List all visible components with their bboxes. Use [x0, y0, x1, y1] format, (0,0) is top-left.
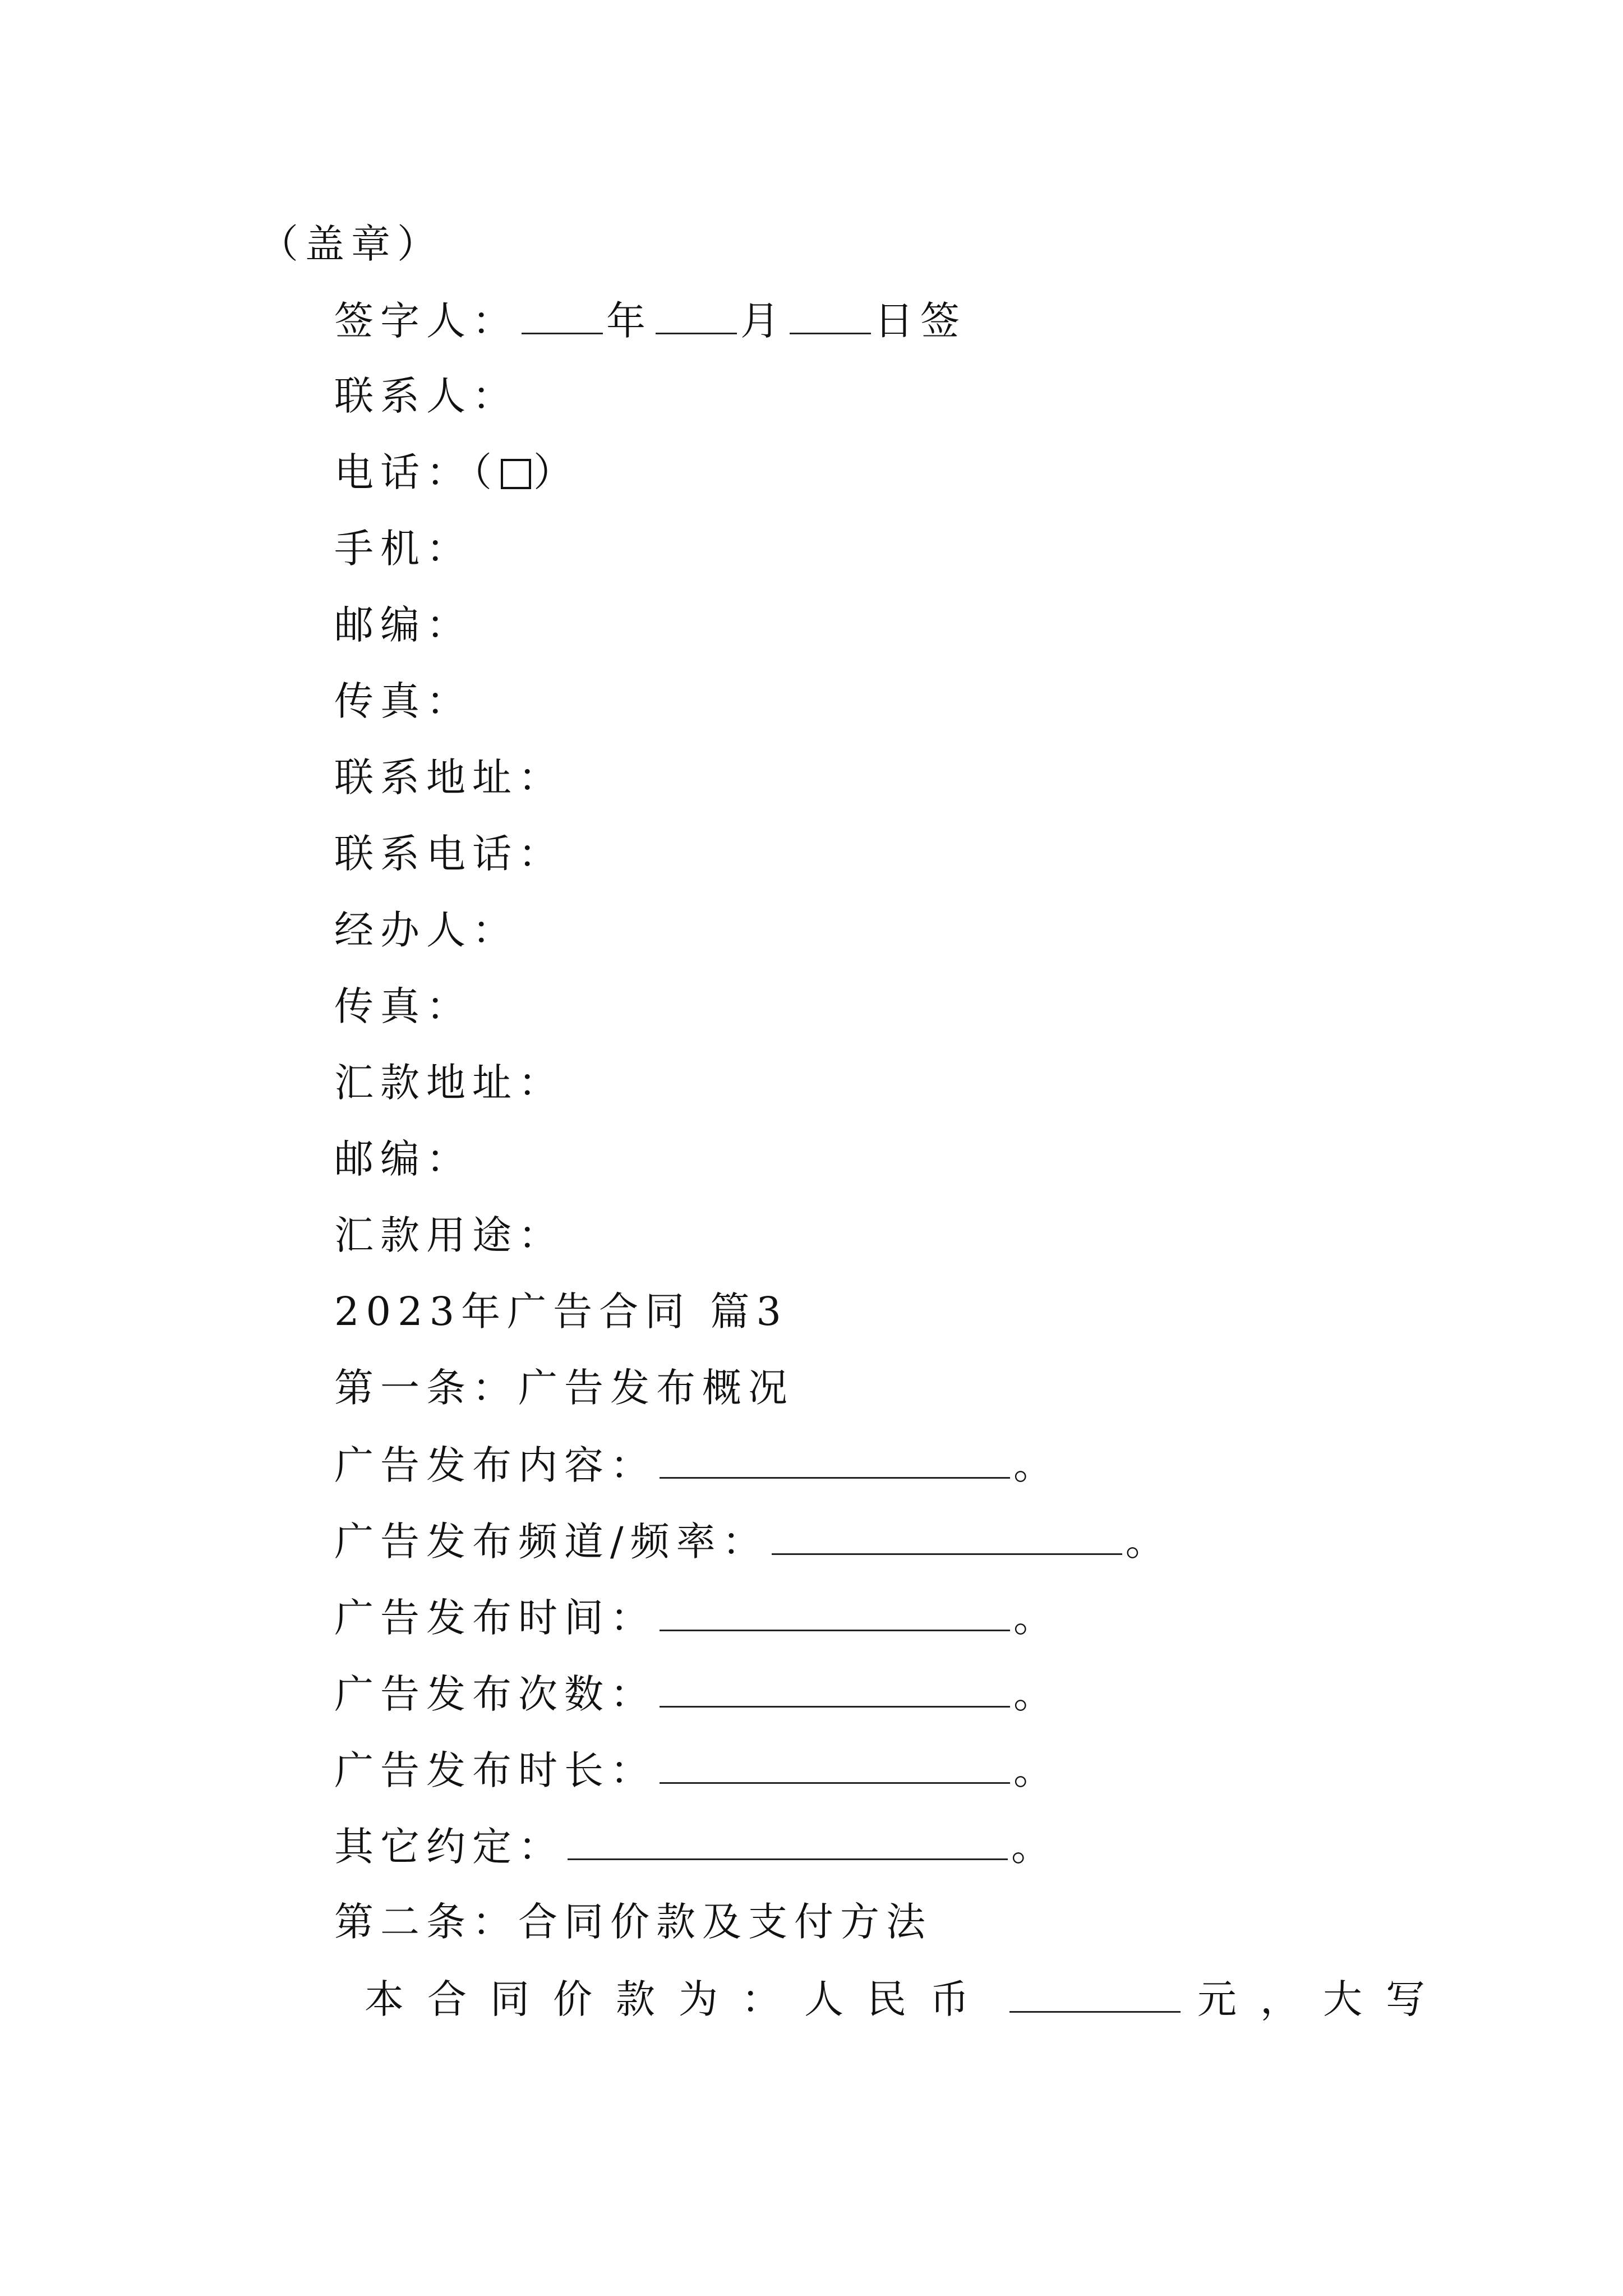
ad-duration-blank[interactable] [660, 1750, 1010, 1784]
contact-address-label: 联系地址： [334, 754, 564, 800]
period: 。 [1011, 1824, 1057, 1870]
signer-label: 签字人： [334, 298, 518, 344]
period: 。 [1013, 1595, 1059, 1641]
ad-channel-label: 广告发布频道/频率： [334, 1519, 768, 1565]
ad-time-line [334, 1595, 1059, 1641]
ad-duration-line [334, 1747, 1059, 1793]
ad-content-line [334, 1442, 1059, 1488]
contact-phone-label: 联系电话： [334, 831, 564, 877]
phone-checkbox[interactable] [501, 459, 531, 489]
phone-close: ） [533, 449, 579, 495]
ad-count-blank[interactable] [660, 1673, 1010, 1708]
day-blank[interactable] [790, 300, 871, 334]
mobile-label: 手机： [334, 526, 472, 572]
ad-count-label: 广告发布次数： [334, 1671, 656, 1717]
ad-duration-label: 广告发布时长： [334, 1747, 656, 1793]
ad-channel-line [334, 1519, 1172, 1565]
month-blank[interactable] [656, 300, 737, 334]
price-prefix: 本合同价款为：人民币 [365, 1976, 993, 2022]
ad-channel-blank[interactable] [772, 1521, 1122, 1555]
other-terms-blank[interactable] [568, 1826, 1008, 1860]
section-title: 2023年广告合同 篇3 [334, 1289, 788, 1335]
remit-address-label: 汇款地址： [334, 1060, 564, 1106]
phone-line [334, 449, 579, 495]
ad-content-blank[interactable] [660, 1444, 1010, 1479]
seal-label: （盖章） [259, 221, 443, 267]
ad-count-line [334, 1671, 1059, 1717]
ad-content-label: 广告发布内容： [334, 1442, 656, 1488]
period: 。 [1013, 1747, 1059, 1793]
period: 。 [1013, 1442, 1059, 1488]
remit-purpose-label: 汇款用途： [334, 1212, 564, 1258]
ad-time-label: 广告发布时间： [334, 1595, 656, 1641]
phone-label: 电话：（ [334, 449, 499, 495]
month-label: 月 [740, 298, 786, 344]
price-blank[interactable] [1009, 1978, 1181, 2013]
day-sign-label: 日签 [874, 298, 966, 344]
signer-line [334, 298, 966, 344]
contact-person-label: 联系人： [334, 373, 518, 419]
period: 。 [1013, 1671, 1059, 1717]
price-line [365, 1976, 1449, 2022]
price-unit: 元， [1197, 1976, 1323, 2022]
other-terms-line [334, 1824, 1057, 1870]
postcode-label-1: 邮编： [334, 602, 472, 648]
article1-title: 第一条：广告发布概况 [334, 1365, 794, 1411]
year-label: 年 [606, 298, 652, 344]
postcode-label-2: 邮编： [334, 1136, 472, 1182]
article2-title: 第二条：合同价款及支付方法 [334, 1899, 932, 1945]
capital-label: 大写 [1323, 1976, 1449, 2022]
fax-label-2: 传真： [334, 983, 472, 1029]
ad-time-blank[interactable] [660, 1597, 1010, 1631]
fax-label-1: 传真： [334, 678, 472, 724]
period: 。 [1125, 1519, 1172, 1565]
other-terms-label: 其它约定： [334, 1824, 564, 1870]
year-blank[interactable] [522, 300, 603, 334]
handler-label: 经办人： [334, 907, 518, 953]
